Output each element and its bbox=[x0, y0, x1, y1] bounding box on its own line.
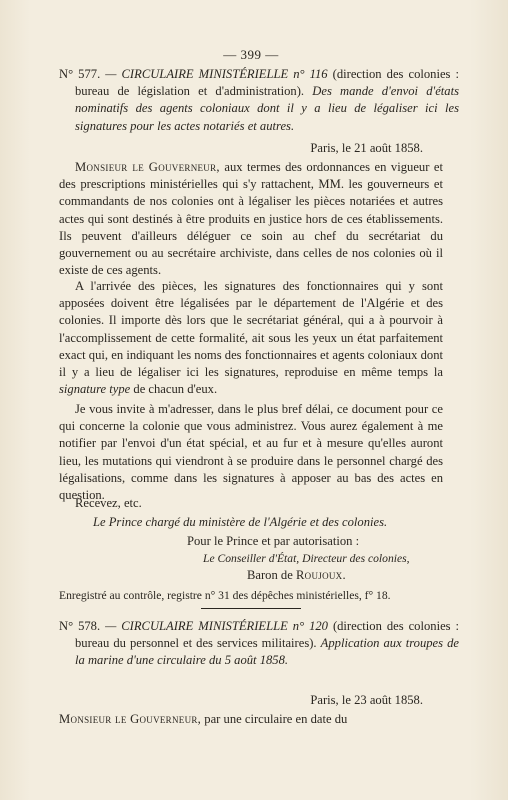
page-number: — 399 — bbox=[223, 47, 279, 62]
circular-577-registry-note: Enregistré au contrôle, registre n° 31 des dépêches ministérielles, f° 18. bbox=[59, 589, 391, 602]
section-divider bbox=[201, 608, 301, 609]
circular-577-paragraph-1 bbox=[59, 159, 443, 279]
paragraph-text: par une circulaire en date du bbox=[204, 712, 348, 726]
circular-577-signer: Le Prince chargé du ministère de l'Algérie et des colonies. bbox=[93, 515, 388, 529]
circular-577-signature-name bbox=[59, 567, 443, 584]
circular-577-authorisation: Pour le Prince et par autorisation : bbox=[187, 534, 360, 548]
circular-577-closing: Recevez, etc. bbox=[75, 496, 142, 510]
circular-578-paragraph-1 bbox=[59, 711, 443, 728]
circular-578-number: N° 578. bbox=[59, 619, 101, 633]
salutation: Monsieur le Gouverneur, bbox=[75, 160, 220, 174]
circular-577-number: N° 577. bbox=[59, 67, 101, 81]
paragraph-text: A l'arrivée des pièces, les signatures des fonctionnaires qui y sont apposées doivent être légalisées par le département de l'Algérie et des colonies. Il importe dès lors que le secrétariat général, qui a à pourvoir à l'accomplissement de cette formalité, ait sous les yeux un état parfaitement exact qui, en indiquant les noms des fonctionnaires et agents coloniaux dont il y a lieu de légaliser ici les signatures, reproduise en même temps la bbox=[59, 279, 443, 380]
circular-578-header bbox=[59, 618, 459, 670]
paragraph-text: de chacun d'eux. bbox=[133, 382, 218, 397]
circular-577-heading: — CIRCULAIRE MINISTÉRIELLE n° 116 bbox=[105, 67, 328, 81]
circular-577-heading-rest: (direction des colonies : bureau de législation et d'administration). bbox=[75, 67, 459, 99]
signature-prefix: Baron de bbox=[247, 568, 293, 582]
circular-577-paragraph-2 bbox=[59, 278, 443, 398]
circular-578-summary: Application aux troupes de la marine d'une circulaire du 5 août 1858. bbox=[75, 636, 460, 668]
paragraph-text: aux termes des ordonnances en vigueur et des prescriptions ministérielles qui s'y rattachent, MM. les gouverneurs et commandants de nos colonies ont à légaliser les pièces notariées et autres actes qui sont destinés à être produits en justice hors de ces établissements. Ils peuvent d'ailleurs déléguer ce soin au chef du secrétariat du gouvernement ou au secrétaire archiviste, dans celles de nos colonies où il existe de ces agents. bbox=[59, 160, 443, 278]
circular-578-heading-rest: (direction des colonies : bureau du personnel et des services militaires). bbox=[75, 619, 460, 651]
salutation: Monsieur le Gouverneur, bbox=[59, 712, 202, 726]
circular-577-authorisation-title: Le Conseiller d'État, Directeur des colonies, bbox=[203, 552, 410, 565]
circular-578-heading: — CIRCULAIRE MINISTÉRIELLE n° 120 bbox=[105, 619, 328, 633]
circular-577-summary: Des mande d'envoi d'états nominatifs des agents coloniaux dont il y a lieu de légaliser ici les signatures pour les actes notariés et autres. bbox=[75, 84, 459, 133]
circular-577-paragraph-3: Je vous invite à m'adresser, dans le plus bref délai, ce document pour ce qui concerne la colonie que vous administrez. Vous aurez également à me notifier par l'envoi d'un état spécial, et au fur et à mesure qu'elles auront lieu, les mutations qui viendront à se produire dans le personnel chargé des légalisations, comme dans les signatures à apposer au bas des actes en question. bbox=[59, 402, 443, 503]
italic-term: signature type bbox=[59, 382, 131, 397]
circular-577-date: Paris, le 21 août 1858. bbox=[310, 141, 423, 155]
signature-surname: Roujoux. bbox=[295, 568, 346, 582]
circular-577-header bbox=[59, 66, 459, 135]
circular-578-date: Paris, le 23 août 1858. bbox=[310, 693, 423, 707]
